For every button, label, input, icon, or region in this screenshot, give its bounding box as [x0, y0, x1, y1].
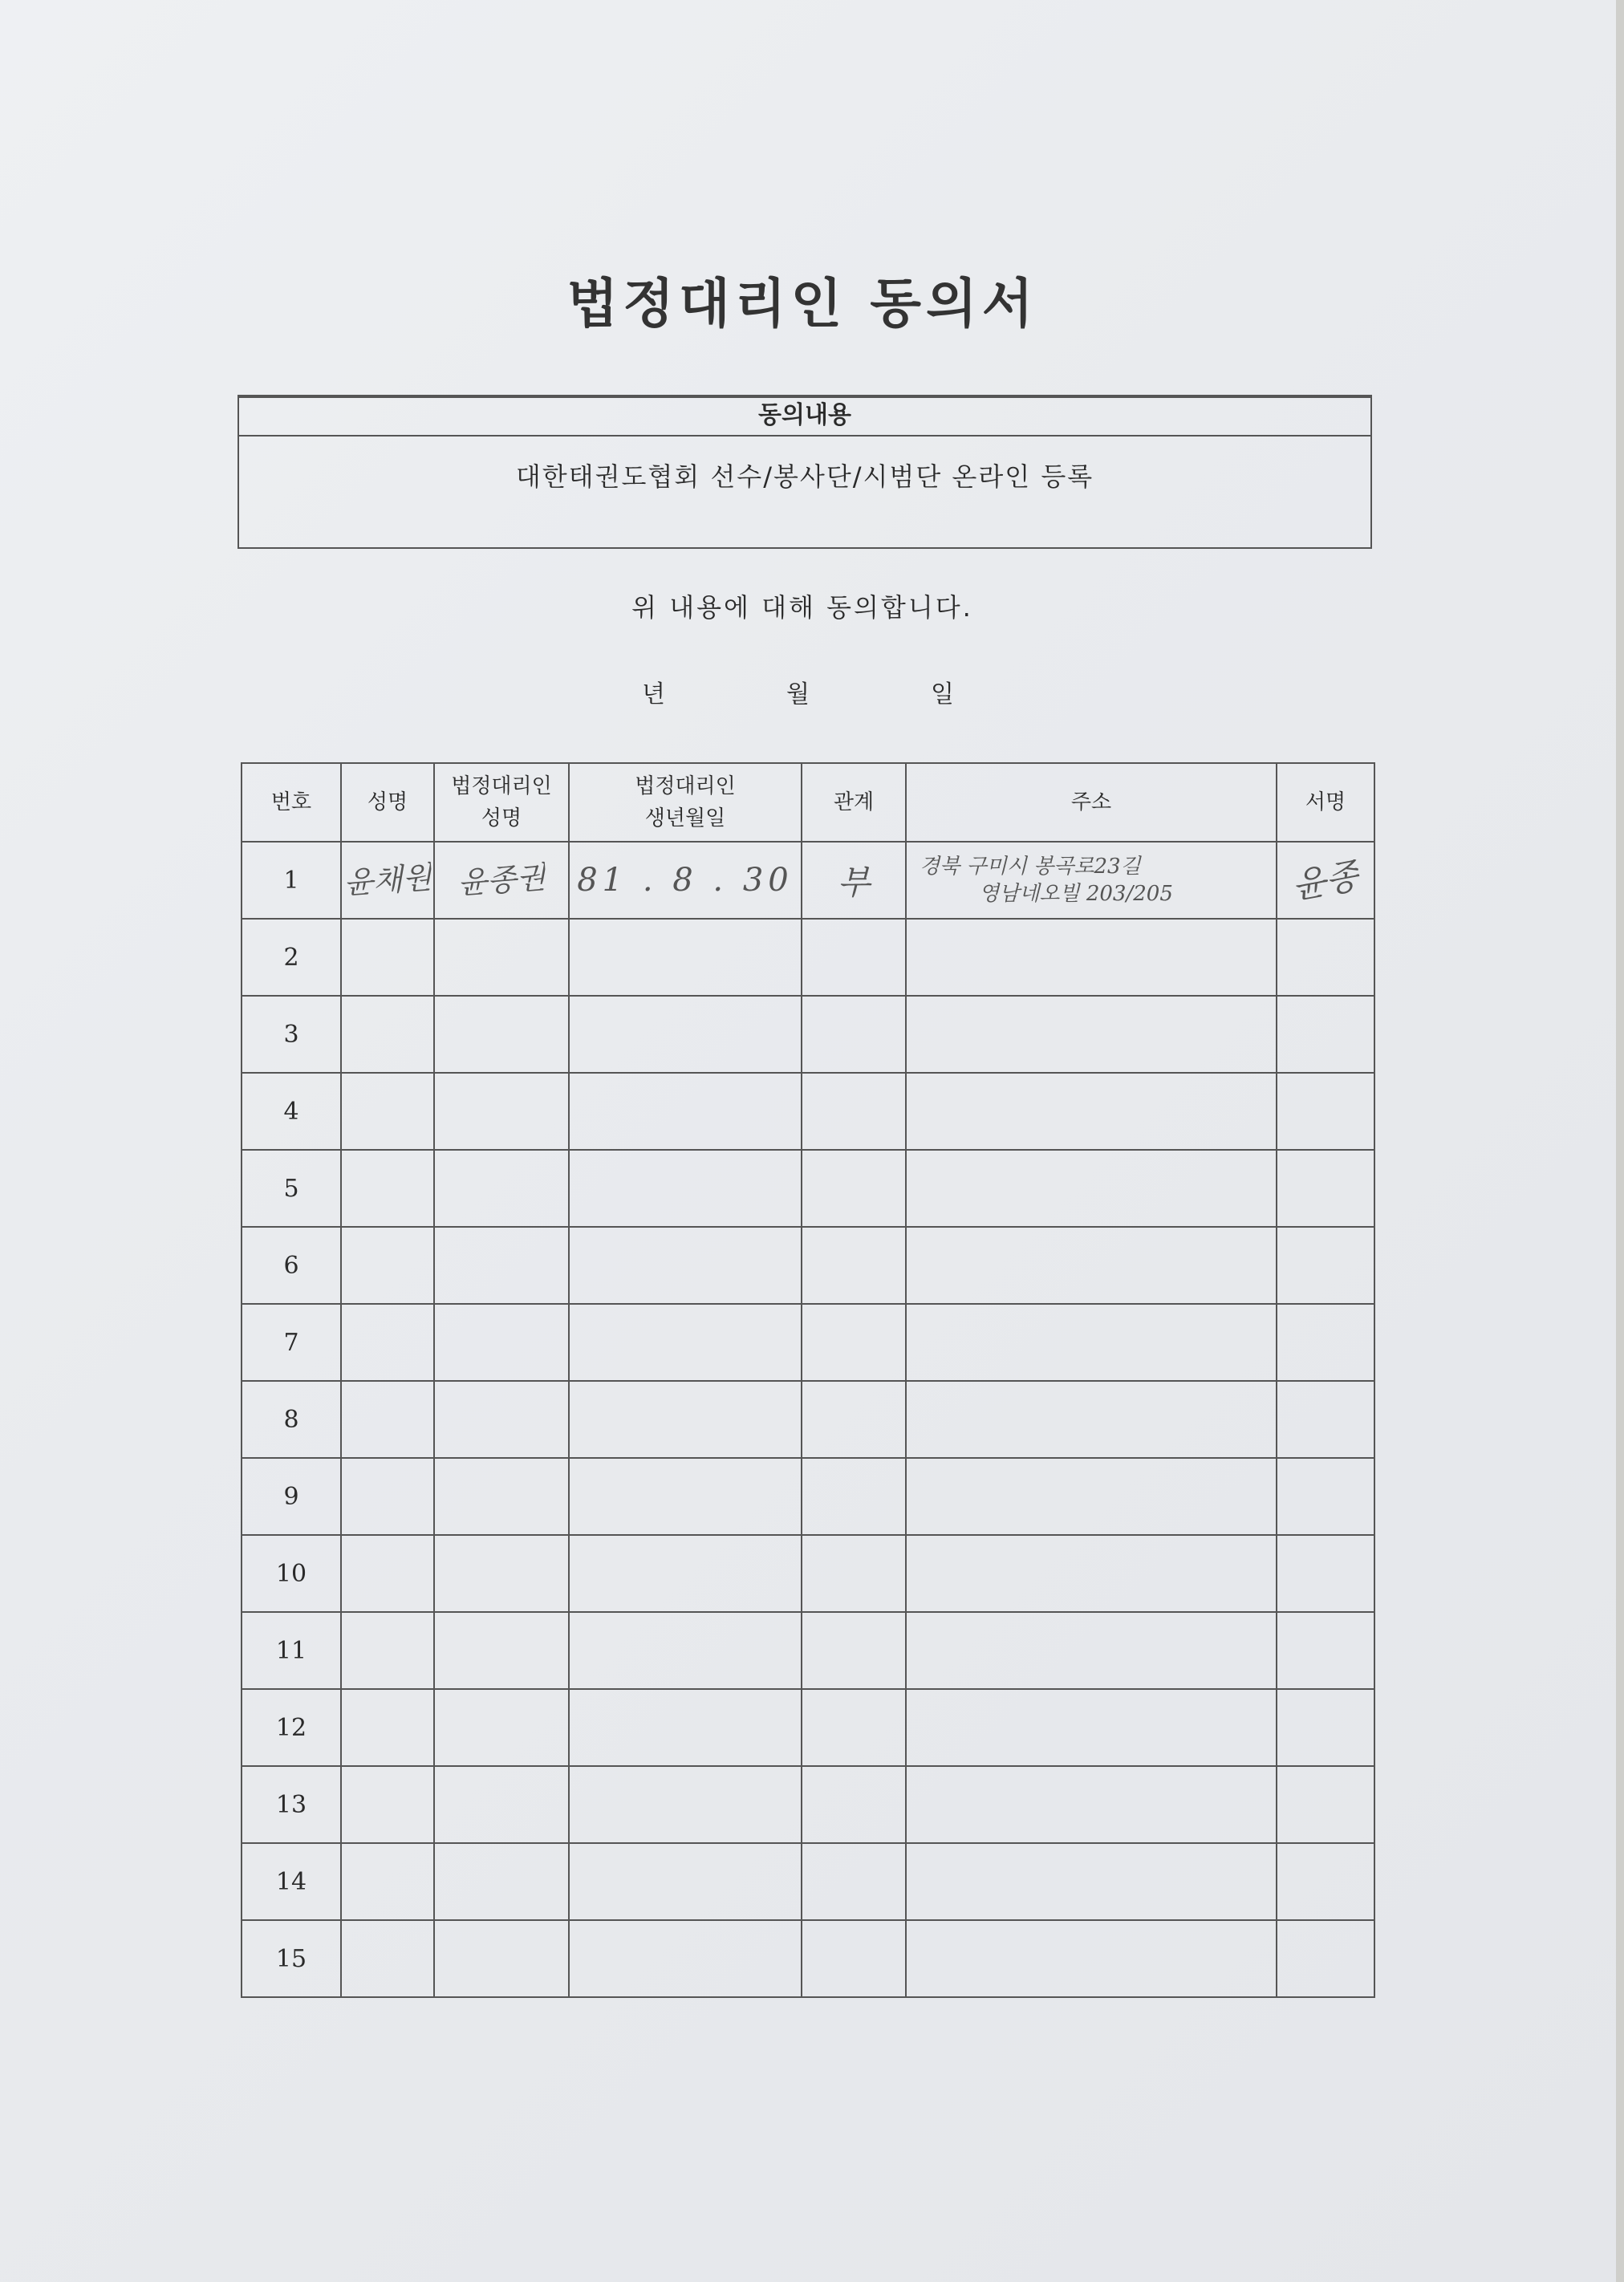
table-row	[242, 1612, 1374, 1689]
row-number: 2	[283, 943, 299, 972]
guardian-name-cell	[434, 1612, 569, 1689]
row-number: 8	[283, 1405, 299, 1434]
guardian-name-cell	[434, 919, 569, 996]
guardian-name-cell	[434, 1535, 569, 1612]
guardian-name-cell	[434, 1458, 569, 1535]
row-number: 4	[283, 1097, 299, 1126]
row-number: 7	[283, 1328, 299, 1357]
row-number-cell	[242, 1766, 341, 1843]
relation-cell	[802, 1843, 906, 1920]
guardian-name-cell	[434, 1920, 569, 1997]
relation-cell	[802, 1766, 906, 1843]
header-name: 성명	[341, 763, 434, 842]
guardian-name-cell	[434, 1381, 569, 1458]
guardian-birthdate-cell	[569, 1612, 802, 1689]
relation-cell	[802, 842, 906, 919]
relation-cell	[802, 1535, 906, 1612]
row-number: 13	[275, 1790, 307, 1819]
registration-table	[241, 762, 1375, 1998]
row-number-cell	[242, 1304, 341, 1381]
relation-cell	[802, 1304, 906, 1381]
address-cell	[906, 1150, 1277, 1227]
guardian-name-cell	[434, 842, 569, 919]
signature-cell	[1277, 1227, 1374, 1304]
table-row	[242, 1304, 1374, 1381]
student-name-cell	[341, 1689, 434, 1766]
row-number: 12	[275, 1713, 307, 1742]
document-title: 법정대리인 동의서	[566, 273, 1038, 335]
header-guardian-birth: 법정대리인 생년월일	[569, 763, 802, 842]
student-name-cell	[341, 996, 434, 1073]
guardian-name-cell	[434, 1304, 569, 1381]
relation-cell	[802, 1920, 906, 1997]
consent-box	[238, 395, 1372, 549]
student-name-cell	[341, 1381, 434, 1458]
student-name-cell	[341, 1458, 434, 1535]
relation-cell	[802, 1150, 906, 1227]
guardian-birthdate-cell	[569, 1227, 802, 1304]
student-name-cell	[341, 1304, 434, 1381]
row-number: 1	[283, 866, 299, 895]
address-cell	[906, 842, 1277, 919]
guardian-name-cell	[434, 1689, 569, 1766]
signature-cell	[1277, 1150, 1374, 1227]
address-cell	[906, 1920, 1277, 1997]
table-row	[242, 919, 1374, 996]
signature-cell	[1277, 842, 1374, 919]
agree-statement: 위 내용에 대해 동의합니다.	[631, 592, 973, 623]
row-number-cell	[242, 1612, 341, 1689]
guardian-birthdate-cell	[569, 1304, 802, 1381]
row-number-cell	[242, 1150, 341, 1227]
row-number: 11	[275, 1636, 307, 1665]
student-name-cell	[341, 1612, 434, 1689]
guardian-birthdate-cell	[569, 1073, 802, 1150]
address-line-2: 영남네오빌 203/205	[979, 882, 1173, 906]
table-row	[242, 1381, 1374, 1458]
relation-cell	[802, 996, 906, 1073]
table-row	[242, 996, 1374, 1073]
table-row	[242, 1689, 1374, 1766]
guardian-name-cell	[434, 996, 569, 1073]
relation: 부	[837, 863, 871, 902]
row-number-cell	[242, 1535, 341, 1612]
student-name-cell	[341, 842, 434, 919]
table-row	[242, 1227, 1374, 1304]
student-name-cell	[341, 1150, 434, 1227]
consent-body: 대한태권도협회 선수/봉사단/시범단 온라인 등록	[515, 461, 1094, 492]
signature-cell	[1277, 1612, 1374, 1689]
row-number-cell	[242, 1227, 341, 1304]
address-line-1: 경북 구미시 봉곡로23길	[920, 855, 1141, 879]
row-number: 6	[283, 1251, 299, 1280]
address-cell	[906, 996, 1277, 1073]
table-row	[242, 1920, 1374, 1997]
address-cell	[906, 1458, 1277, 1535]
guardian-birthdate-cell	[569, 1535, 802, 1612]
consent-header: 동의내용	[239, 396, 1370, 437]
relation-cell	[802, 1227, 906, 1304]
student-name: 윤채원	[342, 859, 433, 901]
address-cell	[906, 1073, 1277, 1150]
guardian-birthdate-cell	[569, 1689, 802, 1766]
relation-cell	[802, 1381, 906, 1458]
signature-cell	[1277, 1689, 1374, 1766]
table-header-row	[242, 763, 1374, 842]
address-cell	[906, 919, 1277, 996]
guardian-birthdate-cell	[569, 1458, 802, 1535]
row-number-cell	[242, 1073, 341, 1150]
relation-cell	[802, 1689, 906, 1766]
signature: 윤종	[1289, 855, 1364, 908]
address-cell	[906, 1227, 1277, 1304]
header-relation: 관계	[802, 763, 906, 842]
address-cell	[906, 1612, 1277, 1689]
row-number: 14	[275, 1867, 307, 1896]
address-cell	[906, 1535, 1277, 1612]
student-name-cell	[341, 1073, 434, 1150]
table-body	[242, 842, 1374, 1997]
table-row	[242, 1150, 1374, 1227]
guardian-name-cell	[434, 1766, 569, 1843]
address-cell	[906, 1766, 1277, 1843]
row-number: 10	[275, 1559, 307, 1588]
relation-cell	[802, 1073, 906, 1150]
student-name-cell	[341, 1766, 434, 1843]
signature-cell	[1277, 996, 1374, 1073]
signature-cell	[1277, 1304, 1374, 1381]
table-row	[242, 1843, 1374, 1920]
signature-cell	[1277, 1843, 1374, 1920]
row-number-cell	[242, 1689, 341, 1766]
student-name-cell	[341, 919, 434, 996]
table-row	[242, 1535, 1374, 1612]
table-row	[242, 842, 1374, 919]
address-cell	[906, 1689, 1277, 1766]
signature-cell	[1277, 1920, 1374, 1997]
guardian-birthdate-cell	[569, 1920, 802, 1997]
table-row	[242, 1766, 1374, 1843]
student-name-cell	[341, 1843, 434, 1920]
guardian-name-cell	[434, 1150, 569, 1227]
date-year-label: 년	[642, 680, 665, 709]
guardian-birthdate-cell	[569, 919, 802, 996]
relation-cell	[802, 1612, 906, 1689]
signature-cell	[1277, 1535, 1374, 1612]
guardian-birthdate-cell	[569, 1843, 802, 1920]
address-cell	[906, 1381, 1277, 1458]
student-name-cell	[341, 1227, 434, 1304]
row-number-cell	[242, 1843, 341, 1920]
guardian-birthdate-cell	[569, 1381, 802, 1458]
guardian-name-cell	[434, 1073, 569, 1150]
row-number-cell	[242, 1381, 341, 1458]
header-address: 주소	[906, 763, 1277, 842]
row-number: 3	[283, 1020, 299, 1049]
guardian-birthdate-cell	[569, 1150, 802, 1227]
guardian-birthdate: 81 . 8 . 30	[577, 862, 794, 899]
row-number-cell	[242, 1458, 341, 1535]
row-number-cell	[242, 919, 341, 996]
address-cell	[906, 1304, 1277, 1381]
row-number: 9	[283, 1482, 299, 1511]
signature-cell	[1277, 1381, 1374, 1458]
guardian-birthdate-cell	[569, 996, 802, 1073]
signature-cell	[1277, 919, 1374, 996]
header-guardian-name: 법정대리인 성명	[434, 763, 569, 842]
table-row	[242, 1073, 1374, 1150]
student-name-cell	[341, 1920, 434, 1997]
row-number: 5	[283, 1174, 299, 1203]
row-number-cell	[242, 1920, 341, 1997]
guardian-name-cell	[434, 1843, 569, 1920]
date-day-label: 일	[931, 680, 954, 709]
address-cell	[906, 1843, 1277, 1920]
student-name-cell	[341, 1535, 434, 1612]
signature-cell	[1277, 1766, 1374, 1843]
date-line	[626, 674, 995, 709]
signature-cell	[1277, 1458, 1374, 1535]
header-signature: 서명	[1277, 763, 1374, 842]
row-number-cell	[242, 996, 341, 1073]
guardian-name: 윤종권	[456, 859, 547, 901]
date-month-label: 월	[786, 680, 810, 709]
signature-cell	[1277, 1073, 1374, 1150]
guardian-birthdate-cell	[569, 842, 802, 919]
header-number: 번호	[242, 763, 341, 842]
table-row	[242, 1458, 1374, 1535]
row-number: 15	[275, 1944, 307, 1973]
guardian-birthdate-cell	[569, 1766, 802, 1843]
row-number-cell	[242, 842, 341, 919]
relation-cell	[802, 919, 906, 996]
relation-cell	[802, 1458, 906, 1535]
guardian-name-cell	[434, 1227, 569, 1304]
